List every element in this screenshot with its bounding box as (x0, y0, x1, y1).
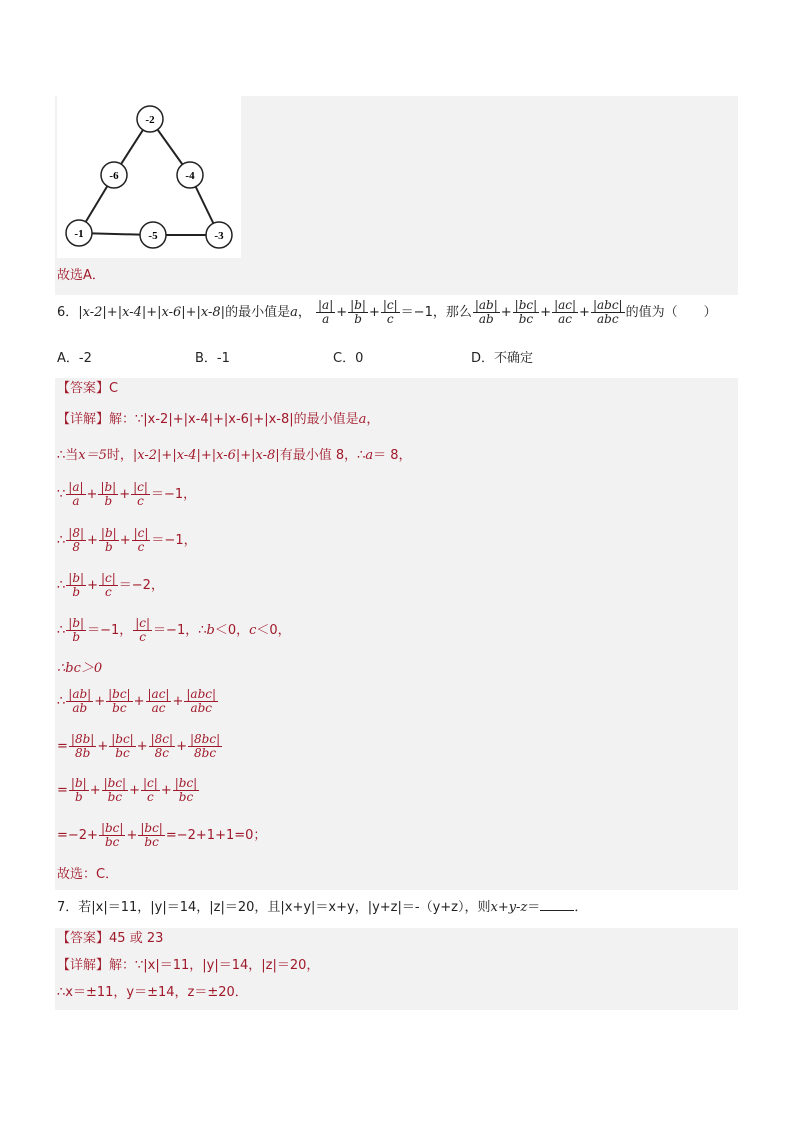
fraction-b: $\frac{|b|}{b}$ (70, 776, 87, 804)
q6-cond-tail: ＝−1，那么 (400, 305, 472, 320)
detail6-line6-pre: ∴ (57, 623, 66, 638)
option-d[interactable]: D．不确定 (471, 351, 534, 366)
option-c[interactable]: C．0 (333, 351, 364, 366)
detail6-line11-pre: =−2+ (57, 828, 98, 843)
detail7-line2: ∴x＝±11，y＝±14，z＝±20． (57, 985, 248, 1000)
answer7-value: 45 或 23 (109, 931, 164, 946)
fraction-bc: $\frac{|bc|}{bc}$ (174, 776, 198, 804)
svg-text:-5: -5 (148, 230, 158, 242)
detail7-line1 (57, 958, 319, 974)
answer-tag: 【答案】 (57, 381, 110, 396)
detail6-line2-a: ∴当 (57, 448, 79, 463)
answer7-tag: 【答案】 (57, 931, 110, 946)
detail6-line6-c2: ＜0， (256, 623, 291, 638)
svg-text:-1: -1 (74, 228, 84, 240)
detail6-line3-post: ＝−1， (150, 487, 197, 502)
q7-text-var: x+y-z (490, 900, 528, 915)
detail6-conclusion: 故选：C． (57, 867, 119, 882)
fraction-a: $\frac{|a|}{a}$ (318, 298, 334, 326)
fraction-ac: $\frac{|ac|}{ac}$ (147, 687, 170, 715)
detail6-line6-c: c (249, 623, 257, 638)
detail6-line6-b: b (206, 623, 215, 638)
answer6-label (57, 381, 118, 397)
detail6-line8-pre: ∴ (57, 694, 66, 709)
q6-number: 6． (57, 305, 79, 320)
detail6-line6-mid1: ＝−1， (87, 623, 133, 638)
fraction-b: $\frac{|b|}{b}$ (100, 480, 117, 508)
question-6: 6．|x-2|+|x-4|+|x-6|+|x-8|的最小值是a， $\frac{|a|}{a}$ + $\frac{|b|}{b}$ + $\frac{|c|}{c}$ ＝−1，那么 $\frac{|ab|}{ab}$ + $\frac{|bc|}{bc}$ + $\frac{|ac|}{ac}$ + $\frac{\text{|abc|}}{\text{abc}}$ 的值为（ ） (57, 298, 717, 326)
fraction-c: $\frac{|c|}{c}$ (133, 526, 149, 554)
detail6-line11-post: =−2+1+1=0； (165, 828, 267, 843)
detail6-line1-text: 解：∵|x-2|+|x-4|+|x-6|+|x-8|的最小值是 (109, 412, 359, 427)
q7-text-a: 7．若|x|＝11，|y|＝14，|z|＝20，且|x+y|＝x+y，|y+z|＝-（y+z），则 (57, 900, 491, 915)
detail6-line5: ∴ $\frac{|b|}{b}$ + $\frac{|c|}{c}$ ＝−2， (57, 571, 164, 599)
answer7-label (57, 931, 163, 947)
detail7-tag: 【详解】 (57, 958, 110, 973)
fraction-eight: $\frac{|8|}{8}$ (68, 526, 85, 554)
detail6-line4-pre: ∴ (57, 533, 66, 548)
fraction-c: $\frac{|c|}{c}$ (143, 776, 158, 804)
detail6-line3-pre: ∵ (57, 487, 66, 502)
fraction-c: $\frac{|c|}{c}$ (100, 571, 116, 599)
svg-text:-3: -3 (214, 230, 224, 242)
detail6-line6-c1: ＜0， (214, 623, 250, 638)
fraction-8b: $\frac{|8b|}{8b}$ (70, 732, 95, 760)
detail6-line2-f: a (365, 448, 374, 463)
detail6-line2-c: 时， (106, 448, 133, 463)
svg-text:-6: -6 (109, 170, 119, 182)
q6-text-mid: 的最小值是 (225, 305, 291, 320)
option-b[interactable]: B．-1 (195, 351, 230, 366)
detail6-line6 (57, 617, 291, 644)
detail6-line2-d: |x-2|+|x-4|+|x-6|+|x-8| (132, 448, 280, 463)
svg-text:-4: -4 (185, 170, 195, 182)
detail6-line9-pre: = (57, 739, 68, 754)
fraction-bc: $\frac{|bc|}{bc}$ (140, 821, 163, 849)
fraction-ac: $\frac{|ac|}{ac}$ (554, 298, 577, 326)
fraction-bc: $\frac{|bc|}{bc}$ (111, 732, 134, 760)
detail6-line1 (57, 412, 379, 428)
option-a[interactable]: A．-2 (57, 351, 92, 366)
triangle-diagram (57, 96, 241, 258)
detail6-line1-end: ， (366, 412, 380, 427)
detail6-line2-b: x＝5 (78, 448, 107, 463)
q6-tail: 的值为（ ） (625, 305, 717, 320)
prev-conclusion: 故选A． (57, 268, 105, 283)
fraction-b: $\frac{|b|}{b}$ (68, 571, 85, 599)
fraction-c: $\frac{|c|}{c}$ (133, 480, 148, 508)
fraction-b: $\frac{|b|}{b}$ (350, 298, 366, 326)
fraction-ab: $\frac{|ab|}{ab}$ (474, 298, 498, 326)
detail6-line5-pre: ∴ (57, 578, 66, 593)
detail6-line3: ∵ $\frac{|a|}{a}$ + $\frac{|b|}{b}$ + $\frac{|c|}{c}$ ＝−1， (57, 480, 197, 508)
detail6-line2 (57, 448, 412, 464)
question-7 (57, 898, 587, 917)
fraction-bc: $\frac{|bc|}{bc}$ (100, 821, 124, 849)
fraction-8c: $\frac{|8c|}{8c}$ (150, 732, 174, 760)
detail7-line1-text: 解：∵|x|＝11，|y|＝14，|z|＝20， (109, 958, 320, 973)
detail6-line11: =−2+ $\frac{|bc|}{bc}$ + $\frac{|bc|}{bc}$ =−2+1+1=0； (57, 821, 267, 849)
fraction-bc: $\frac{|bc|}{bc}$ (108, 687, 131, 715)
detail6-line10-pre: = (57, 783, 68, 798)
fraction-abc: $\frac{\text{|abc|}}{\text{abc}}$ (592, 298, 623, 326)
detail6-line10: = $\frac{|b|}{b}$ + $\frac{|bc|}{bc}$ + $\frac{|c|}{c}$ + $\frac{|bc|}{bc}$ (57, 776, 198, 804)
detail6-line5-post: ＝−2， (118, 578, 164, 593)
detail6-line2-e: 有最小值 8，∴ (279, 448, 366, 463)
fraction-abc: $\frac{\text{|abc|}}{\text{abc}}$ (186, 687, 217, 715)
detail-tag: 【详解】 (57, 412, 110, 427)
q6-var-a: a (290, 305, 298, 320)
detail6-line6-mid2: ＝−1，∴ (153, 623, 207, 638)
fraction-b: $\frac{|b|}{b}$ (100, 526, 117, 554)
q6-comma: ， (297, 305, 311, 320)
node-bottom-right (206, 222, 232, 248)
detail6-line2-g: ＝ 8， (373, 448, 412, 463)
node-right-mid (177, 162, 203, 188)
fraction-a: $\frac{|a|}{a}$ (68, 480, 84, 508)
fraction-bc: $\frac{|bc|}{bc}$ (103, 776, 127, 804)
svg-text:-2: -2 (145, 114, 155, 126)
detail6-line8: ∴ $\frac{|ab|}{ab}$ + $\frac{|bc|}{bc}$ + $\frac{|ac|}{ac}$ + $\frac{\text{|abc|}}{\text{abc}}$ (57, 687, 217, 715)
q6-expr: |x-2|+|x-4|+|x-6|+|x-8| (78, 305, 226, 320)
detail6-line4-post: ＝−1， (151, 533, 197, 548)
node-bottom-mid (140, 222, 166, 248)
fraction-b: $\frac{|b|}{b}$ (68, 616, 85, 644)
node-bottom-left (66, 220, 92, 246)
fraction-8bc: $\frac{|8bc|}{8bc}$ (189, 732, 221, 760)
detail6-line9: = $\frac{|8b|}{8b}$ + $\frac{|bc|}{bc}$ + $\frac{|8c|}{8c}$ + $\frac{|8bc|}{8bc}$ (57, 732, 221, 760)
answer-value: C (109, 381, 119, 396)
q7-text-b: ＝ (527, 900, 541, 915)
fraction-ab: $\frac{|ab|}{ab}$ (68, 687, 92, 715)
triangle-svg (57, 96, 241, 258)
answer-blank[interactable] (540, 898, 574, 911)
fraction-bc: $\frac{|bc|}{bc}$ (514, 298, 538, 326)
detail6-line7: ∴bc＞0 (57, 661, 103, 676)
detail6-line4: ∴ $\frac{|8|}{8}$ + $\frac{|b|}{b}$ + $\frac{|c|}{c}$ ＝−1， (57, 526, 197, 554)
node-left-mid (101, 162, 127, 188)
node-top (137, 106, 163, 132)
detail6-line1-var: a (358, 412, 367, 427)
fraction-c: $\frac{|c|}{c}$ (382, 298, 398, 326)
q7-text-end: ． (574, 900, 588, 915)
fraction-c: $\frac{|c|}{c}$ (135, 616, 151, 644)
